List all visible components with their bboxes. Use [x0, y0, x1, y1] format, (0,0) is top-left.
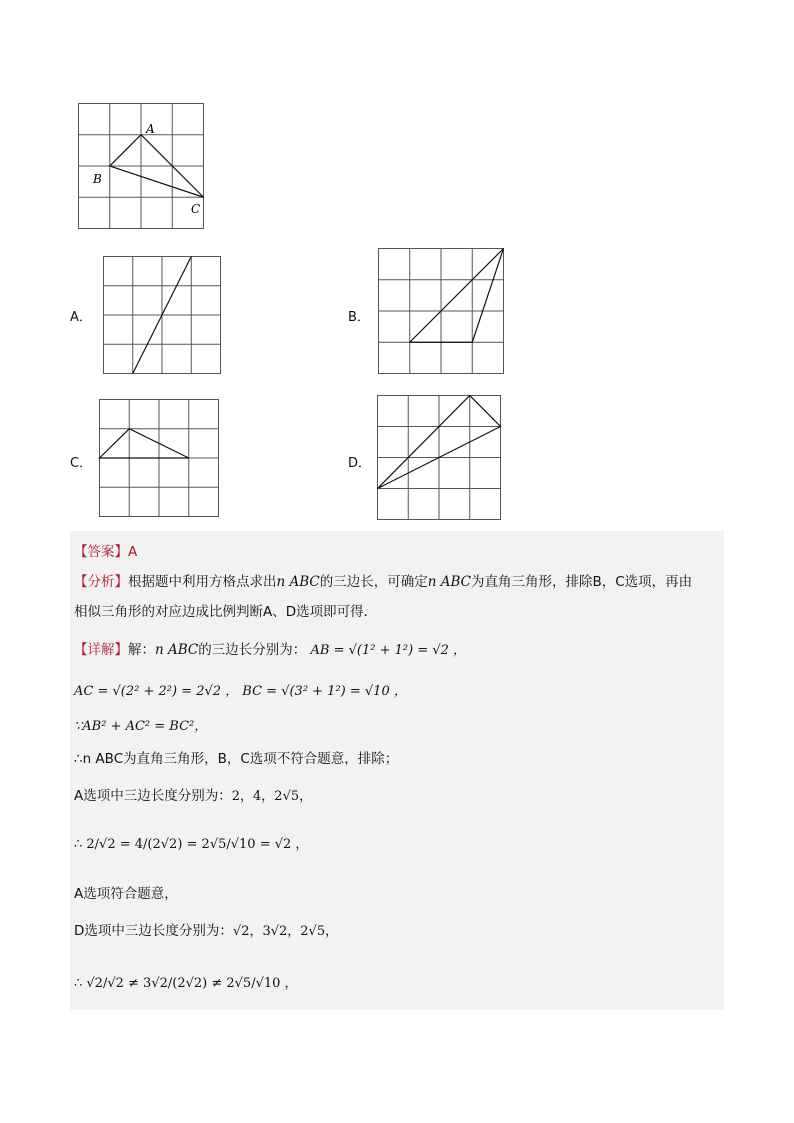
option-b-figure[interactable] — [375, 245, 507, 381]
pythagoras-expression: ∵AB² + AC² = BC²， — [74, 719, 208, 734]
answer-line — [74, 540, 137, 560]
analysis-text-1: 根据题中利用方格点求出 — [128, 574, 277, 590]
d-sides-text: D选项中三边长度分别为： — [74, 923, 233, 939]
option-d-label[interactable]: D． — [348, 456, 372, 471]
analysis-line-2 — [74, 600, 377, 620]
analysis-text-4: 相似三角形的对应边成比例判断A、D选项即可得． — [74, 604, 378, 620]
detail-line-1 — [74, 638, 466, 658]
option-c-shape — [100, 429, 189, 458]
detail-text-1: 解： — [128, 642, 155, 658]
analysis-triangle-2: n ABC — [427, 574, 471, 590]
option-b-shape — [410, 249, 504, 343]
answer-value: A — [128, 544, 138, 560]
a-conclusion: A选项符合题意， — [74, 886, 178, 902]
d-sides-line — [74, 919, 338, 939]
a-sides-line — [74, 784, 312, 804]
analysis-tag: 【分析】 — [74, 574, 128, 590]
a-ratio-expression: ∴ 2/√2 = 4/(2√2) = 2√5/√10 = √2 ， — [74, 837, 309, 852]
label-c: C — [191, 202, 201, 216]
a-sides-values: 2，4，2√5， — [231, 789, 313, 804]
analysis-line-1 — [74, 570, 692, 590]
detail-text-2: 的三边长分别为： — [198, 642, 307, 658]
label-a: A — [146, 122, 155, 136]
option-a-label[interactable]: A． — [70, 310, 92, 325]
detail-triangle: n ABC — [155, 642, 199, 658]
label-b: B — [93, 172, 102, 186]
option-c-figure[interactable] — [96, 396, 222, 524]
option-a-figure[interactable] — [100, 253, 224, 381]
ac-bc-expression: AC = √(2² + 2²) = 2√2 ， BC = √(3² + 1²) = √10 ， — [74, 684, 407, 699]
analysis-text-2: 的三边长，可确定 — [319, 574, 428, 590]
right-triangle-conclusion: ∴n ABC为直角三角形，B，C选项不符合题意，排除； — [74, 751, 399, 767]
answer-tag: 【答案】 — [74, 544, 128, 560]
analysis-text-3: 为直角三角形，排除B，C选项，再由 — [471, 574, 693, 590]
option-b-label[interactable]: B． — [348, 310, 370, 325]
option-d-figure[interactable] — [374, 392, 505, 527]
ab-expression: AB = √(1² + 1²) = √2 ， — [310, 643, 467, 658]
analysis-triangle: n ABC — [276, 574, 320, 590]
detail-tag: 【详解】 — [74, 642, 128, 658]
a-sides-text: A选项中三边长度分别为： — [74, 788, 232, 804]
d-ratio-expression: ∴ √2/√2 ≠ 3√2/(2√2) ≠ 2√5/√10 ， — [74, 976, 298, 991]
main-figure — [70, 95, 210, 239]
option-c-label[interactable]: C． — [70, 456, 93, 471]
d-sides-values: √2，3√2，2√5， — [232, 924, 339, 939]
